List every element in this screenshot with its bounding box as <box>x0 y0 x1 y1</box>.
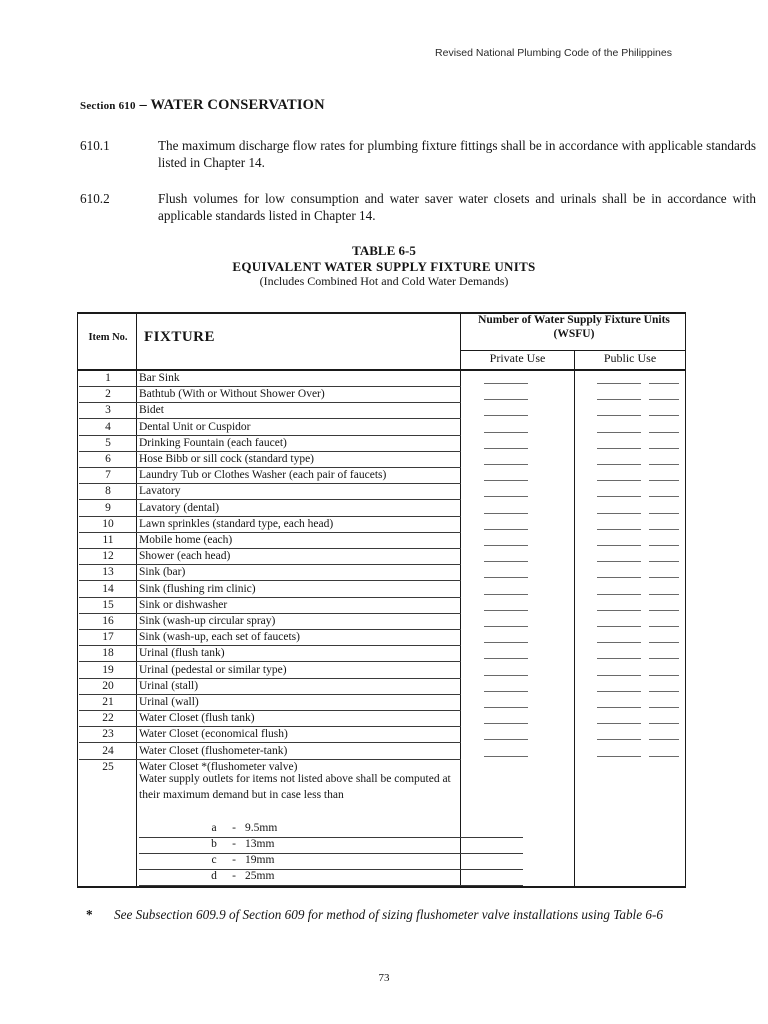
table-row <box>77 614 686 630</box>
item-number: 11 <box>102 534 114 546</box>
size-dash: - <box>232 822 236 834</box>
blank-value-line <box>597 480 641 481</box>
table-row <box>77 598 686 614</box>
blank-value-line <box>649 707 679 708</box>
table-row <box>77 517 686 533</box>
blank-value-line <box>597 675 641 676</box>
table-row <box>77 711 686 727</box>
table-row <box>77 533 686 549</box>
size-letter: a <box>211 822 217 834</box>
size-item <box>205 838 274 850</box>
fixture-name: Water Closet (flush tank) <box>139 712 255 725</box>
blank-value-line <box>484 399 528 400</box>
fixture-name: Urinal (pedestal or similar type) <box>139 663 287 676</box>
blank-value-line <box>484 675 528 676</box>
size-value: 9.5mm <box>245 822 278 834</box>
blank-value-line <box>484 739 528 740</box>
row-rule <box>139 885 523 886</box>
blank-value-line <box>597 383 641 384</box>
table-row <box>77 484 686 500</box>
item-number: 19 <box>102 663 114 676</box>
footnote-text: See Subsection 609.9 of Section 609 for method of sizing flushometer valve installations using Table 6-6 <box>114 907 663 922</box>
item-number: 18 <box>102 647 114 660</box>
blank-value-line <box>649 529 679 530</box>
table-row <box>77 744 686 760</box>
row-rule <box>139 869 523 870</box>
table-row <box>77 452 686 468</box>
item-number: 22 <box>102 712 114 725</box>
table-row <box>77 582 686 598</box>
blank-value-line <box>649 675 679 676</box>
blank-value-line <box>597 399 641 400</box>
fixture-name: Lawn sprinkles (standard type, each head) <box>139 517 334 530</box>
blank-value-line <box>649 464 679 465</box>
item-number: 15 <box>102 598 114 611</box>
section-title: – WATER CONSERVATION <box>135 97 325 113</box>
blank-value-line <box>649 432 679 433</box>
blank-value-line <box>649 756 679 757</box>
clause-number: 610.2 <box>80 191 110 206</box>
blank-value-line <box>484 529 528 530</box>
blank-value-line <box>597 658 641 659</box>
size-dash: - <box>232 854 236 866</box>
table-row <box>77 630 686 646</box>
fixture-name: Dental Unit or Cuspidor <box>139 420 251 433</box>
fixture-name: Urinal (flush tank) <box>139 647 225 660</box>
fixture-name: Sink (bar) <box>139 566 186 579</box>
fixture-name: Sink or dishwasher <box>139 598 228 611</box>
blank-value-line <box>649 513 679 514</box>
blank-value-line <box>484 577 528 578</box>
table-title: TABLE 6-5 <box>352 243 416 258</box>
size-value: 13mm <box>245 838 275 850</box>
item-number: 1 <box>105 372 111 384</box>
blank-value-line <box>597 529 641 530</box>
blank-value-line <box>484 383 528 384</box>
table-row <box>77 663 686 679</box>
size-value: 25mm <box>245 870 275 882</box>
table-caption: (Includes Combined Hot and Cold Water Demands) <box>259 274 509 288</box>
fixture-name: Shower (each head) <box>139 550 231 563</box>
fixture-name: Water Closet (economical flush) <box>139 728 288 741</box>
blank-value-line <box>597 691 641 692</box>
blank-value-line <box>597 496 641 497</box>
blank-value-line <box>649 626 679 627</box>
fixture-name: Bar Sink <box>139 372 180 384</box>
clause-number: 610.1 <box>80 138 110 153</box>
blank-value-line <box>484 415 528 416</box>
section-heading <box>80 97 325 114</box>
column-header-fixture: FIXTURE <box>144 329 216 345</box>
blank-value-line <box>649 480 679 481</box>
footnote-marker: * <box>86 907 93 922</box>
blank-value-line <box>649 448 679 449</box>
column-header-private-use: Private Use <box>489 351 546 365</box>
column-header-item-no: Item No. <box>88 332 128 343</box>
blank-value-line <box>649 642 679 643</box>
table-heading <box>0 243 768 289</box>
blank-value-line <box>484 594 528 595</box>
item-number: 13 <box>102 566 114 579</box>
item-number: 2 <box>105 388 111 401</box>
item-number: 23 <box>102 728 114 741</box>
fixture-name: Drinking Fountain (each faucet) <box>139 436 287 449</box>
blank-value-line <box>597 464 641 465</box>
size-item <box>205 854 274 866</box>
fixture-name: Hose Bibb or sill cock (standard type) <box>139 453 315 465</box>
blank-value-line <box>597 448 641 449</box>
table-bottom-rule <box>77 886 686 888</box>
table-row <box>77 403 686 419</box>
blank-value-line <box>597 594 641 595</box>
fixture-name: Bidet <box>139 404 164 417</box>
blank-value-line <box>597 610 641 611</box>
blank-value-line <box>597 739 641 740</box>
fixture-name: Urinal (stall) <box>139 679 199 692</box>
blank-value-line <box>484 610 528 611</box>
fixture-name: Water Closet (flushometer-tank) <box>139 744 288 757</box>
fixture-name: Urinal (wall) <box>139 696 199 708</box>
table-row <box>77 420 686 436</box>
blank-value-line <box>649 577 679 578</box>
table-row <box>77 387 686 403</box>
blank-value-line <box>649 594 679 595</box>
blank-value-line <box>649 658 679 659</box>
table-row <box>77 695 686 711</box>
item-number: 24 <box>102 744 114 757</box>
item-number: 6 <box>105 453 111 465</box>
table-row <box>77 565 686 581</box>
table-row <box>77 679 686 695</box>
column-header-wsfu: Number of Water Supply Fixture Units (WSFU) <box>478 314 670 340</box>
table-row <box>77 549 686 565</box>
table-subtitle: EQUIVALENT WATER SUPPLY FIXTURE UNITS <box>232 259 536 274</box>
fixture-units-table <box>77 312 686 889</box>
size-value: 19mm <box>245 854 275 866</box>
item-number: 4 <box>105 420 111 433</box>
blank-value-line <box>484 513 528 514</box>
blank-value-line <box>649 415 679 416</box>
size-item <box>205 822 277 834</box>
blank-value-line <box>597 415 641 416</box>
blank-value-line <box>484 642 528 643</box>
blank-value-line <box>484 756 528 757</box>
fixture-name: Lavatory <box>139 485 181 498</box>
running-header: Revised National Plumbing Code of the Philippines <box>435 47 672 59</box>
item-number: 20 <box>102 679 114 692</box>
table-note: Water supply outlets for items not listed above shall be computed at their maximum demand but in case less than <box>139 773 451 801</box>
blank-value-line <box>649 561 679 562</box>
item-number: 10 <box>102 517 114 530</box>
table-row <box>77 436 686 452</box>
size-dash: - <box>232 838 236 850</box>
blank-value-line <box>484 480 528 481</box>
fixture-name: Water Closet *(flushometer valve) <box>139 760 298 773</box>
item-number: 25 <box>102 760 114 773</box>
blank-value-line <box>484 432 528 433</box>
item-number: 9 <box>105 501 111 514</box>
fixture-name: Sink (wash-up circular spray) <box>139 615 276 627</box>
table-row <box>77 646 686 662</box>
fixture-name: Mobile home (each) <box>139 534 233 546</box>
blank-value-line <box>484 464 528 465</box>
blank-value-line <box>484 658 528 659</box>
blank-value-line <box>484 496 528 497</box>
blank-value-line <box>649 383 679 384</box>
size-letter: b <box>211 838 217 850</box>
blank-value-line <box>484 723 528 724</box>
page-number: 73 <box>378 972 390 984</box>
blank-value-line <box>484 561 528 562</box>
blank-value-line <box>484 545 528 546</box>
blank-value-line <box>597 577 641 578</box>
table-row <box>77 727 686 743</box>
clause-text: The maximum discharge flow rates for plumbing fixture fittings shall be in accordance with applicable standards listed in Chapter 14. <box>158 138 756 170</box>
blank-value-line <box>484 691 528 692</box>
blank-value-line <box>597 561 641 562</box>
item-number: 12 <box>102 550 114 563</box>
size-letter: d <box>211 870 217 882</box>
size-item <box>205 870 274 882</box>
size-letter: c <box>211 854 217 866</box>
blank-value-line <box>597 642 641 643</box>
fixture-name: Bathtub (With or Without Shower Over) <box>139 388 325 401</box>
blank-value-line <box>484 448 528 449</box>
item-number: 21 <box>102 696 114 708</box>
item-number: 14 <box>102 582 114 595</box>
table-row <box>77 371 686 387</box>
blank-value-line <box>649 610 679 611</box>
blank-value-line <box>484 626 528 627</box>
blank-value-line <box>649 399 679 400</box>
blank-value-line <box>649 691 679 692</box>
fixture-name: Lavatory (dental) <box>139 501 220 514</box>
item-number: 8 <box>105 485 111 498</box>
blank-value-line <box>649 739 679 740</box>
blank-value-line <box>597 756 641 757</box>
row-rule <box>139 853 523 854</box>
blank-value-line <box>484 707 528 708</box>
blank-value-line <box>597 545 641 546</box>
blank-value-line <box>649 723 679 724</box>
blank-value-line <box>649 496 679 497</box>
blank-value-line <box>597 432 641 433</box>
fixture-name: Laundry Tub or Clothes Washer (each pair of faucets) <box>139 469 387 482</box>
fixture-name: Sink (flushing rim clinic) <box>139 582 256 595</box>
row-rule <box>139 837 523 838</box>
blank-value-line <box>649 545 679 546</box>
blank-value-line <box>597 626 641 627</box>
column-header-public-use: Public Use <box>603 351 657 365</box>
blank-value-line <box>597 723 641 724</box>
item-number: 5 <box>105 436 111 449</box>
table-row <box>77 468 686 484</box>
fixture-name: Sink (wash-up, each set of faucets) <box>139 631 300 644</box>
blank-value-line <box>597 513 641 514</box>
size-dash: - <box>232 870 236 882</box>
section-label: Section 610 <box>80 100 136 112</box>
blank-value-line <box>597 707 641 708</box>
item-number: 3 <box>105 404 111 417</box>
item-number: 7 <box>105 469 111 482</box>
table-row <box>77 501 686 517</box>
item-number: 17 <box>102 631 114 644</box>
clause-text: Flush volumes for low consumption and water saver water closets and urinals shall be in accordance with applicable standards listed in Chapter 14. <box>158 191 756 223</box>
item-number: 16 <box>102 615 114 627</box>
